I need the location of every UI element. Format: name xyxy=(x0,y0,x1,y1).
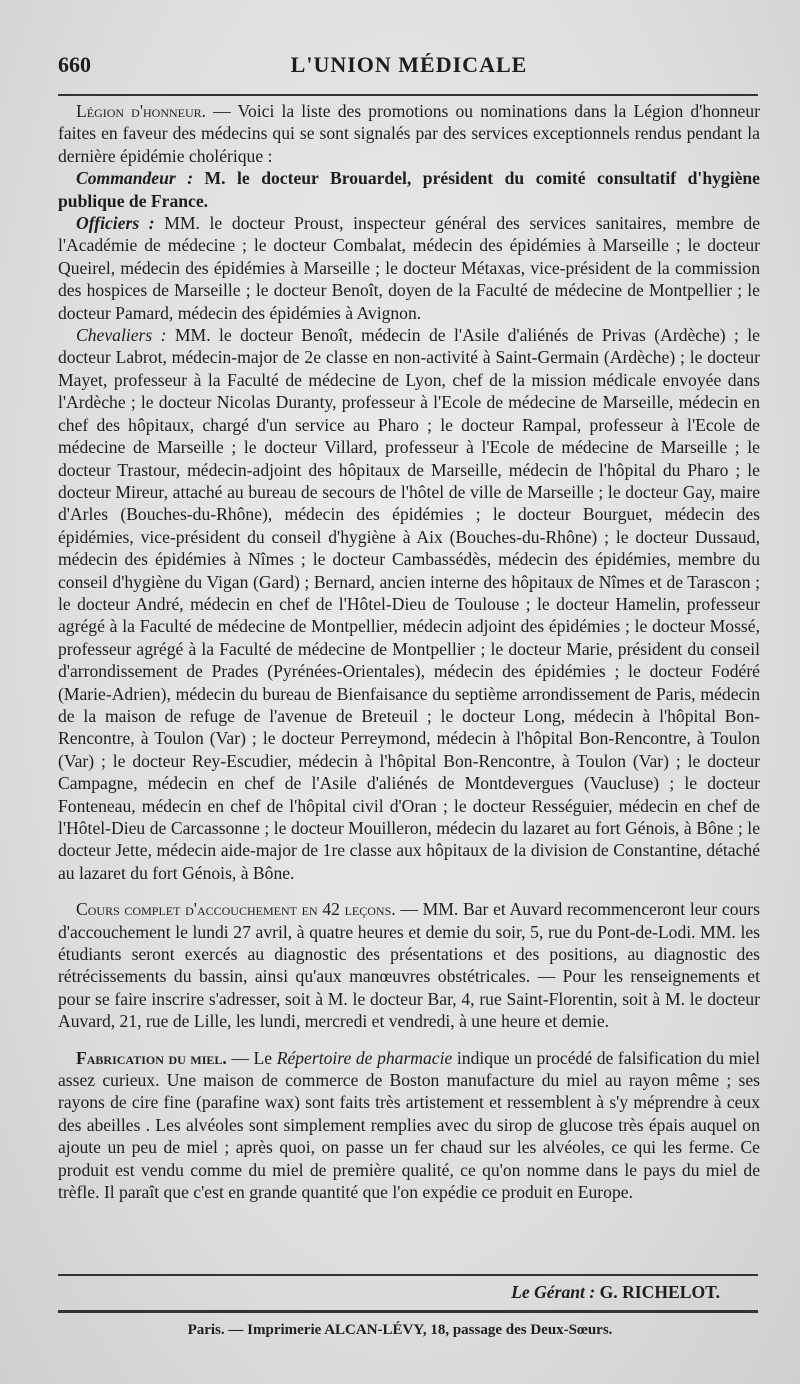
imprint-line: Paris. — Imprimerie ALCAN-LÉVY, 18, passage des Deux-Sœurs. xyxy=(187,1322,613,1338)
article-body xyxy=(58,100,760,1204)
legion-intro: — Voici la liste des promotions ou nominations dans la Légion d'honneur faites en faveur des médecins qui se sont signalés par des services exceptionnels rendus pendant la dernière épidémie cholérique : xyxy=(58,101,760,166)
chevaliers-label: Chevaliers : xyxy=(76,325,167,346)
legion-intro-paragraph xyxy=(58,100,760,167)
fabrication-heading: Fabrication du miel. xyxy=(76,1047,227,1068)
fabrication-text-1: — Le xyxy=(226,1047,277,1068)
section-gap xyxy=(58,884,760,898)
commandeur-text: M. le docteur Brouardel, président du comité consultatif d'hygiène publique de France. xyxy=(58,168,760,211)
page-number: 660 xyxy=(58,52,91,77)
cours-text: — MM. Bar et Auvard recommenceront leur cours d'accouchement le lundi 27 avril, à quatre heures et demie du soir, 5, rue du Pont-de-Lodi. MM. les étudiants seront exercés au diagnostic des présentations et des positions, au diagnostic des rétrécissements du bassin, ainsi qu'aux manœuvres obstétricales. — Pour les renseignements et pour se faire inscrire s'adresser, soit à M. le docteur Bar, 4, rue Saint-Florentin, soit à M. le docteur Auvard, 21, rue de Lille, les lundi, mercredi et vendredi, à une heure et demie. xyxy=(58,899,760,1032)
cours-paragraph xyxy=(58,898,760,1032)
officiers-text: MM. le docteur Proust, inspecteur général des services sanitaires, membre de l'Académie de médecine ; le docteur Combalat, médecin des épidémies à Marseille ; le docteur Queirel, médecin des épidémies à Marseille ; le docteur Métaxas, vice-président de la commission des hospices de Marseille ; le docteur Benoît, doyen de la Faculté de médecine de Montpellier ; le docteur Pamard, médecin des épidémies à Avignon. xyxy=(58,213,760,323)
signature-name: G. RICHELOT. xyxy=(595,1282,720,1302)
page-header xyxy=(58,52,760,82)
fabrication-text-2: indique un procédé de falsification du miel assez curieux. Une maison de commerce de Boston manufacture du miel au rayon même ; ses rayons de cire fine (parafine wax) sont faits très artistement et ressemblent à s'y méprendre à ceux des abeilles . Les alvéoles sont simplement remplies avec du sirop de glucose très épais auquel on ajoute un peu de miel ; après quoi, on passe un fer chaud sur les alvéoles, ce qui les ferme. Ce produit est vendu comme du miel de première qualité, ce qu'on nomme dans le pays du miel de trèfle. Il paraît que c'est en grande quantité que l'on expédie ce produit en Europe. xyxy=(58,1047,760,1203)
chevaliers-paragraph xyxy=(58,324,760,884)
running-title: L'UNION MÉDICALE xyxy=(290,52,528,77)
chevaliers-text: MM. le docteur Benoît, médecin de l'Asile d'aliénés de Privas (Ardèche) ; le docteur Labrot, médecin-major de 2e classe en non-activité à Saint-Germain (Ardèche) ; le docteur Mayet, professeur à la Faculté de médecine de Lyon, chef de la mission médicale envoyée dans l'Ardèche ; le docteur Nicolas Duranty, professeur à l'Ecole de médecine de Marseille, médecin en chef des hôpitaux, chargé d'un service au Pharo ; le docteur Rampal, professeur à l'Ecole de médecine de Marseille ; le docteur Villard, professeur à l'Ecole de médecine de Marseille ; le docteur Trastour, médecin-adjoint des hôpitaux de Marseille, médecin de l'hôpital du Pharo ; le docteur Mireur, attaché au bureau de secours de l'hôtel de ville de Marseille ; le docteur Gay, maire d'Arles (Bouches-du-Rhône), médecin des épidémies ; le docteur Bourguet, médecin des épidémies, vice-président du conseil d'hygiène à Aix (Bouches-du-Rhône) ; le docteur Dussaud, médecin des épidémies à Nîmes ; le docteur Cambassédès, médecin des épidémies, membre du conseil d'hygiène du Vigan (Gard) ; Bernard, ancien interne des hôpitaux de Nîmes et de Tarascon ; le docteur André, médecin en chef de l'Hôtel-Dieu de Toulouse ; le docteur Hamelin, professeur agrégé à la Faculté de médecine de Montpellier, médecin adjoint des épidémies ; le docteur Mossé, professeur agrégé à la Faculté de médecine de Montpellier ; le docteur Marie, président du conseil d'arrondissement de Prades (Pyrénées-Orientales), médecin des épidémies ; le docteur Fodéré (Marie-Adrien), médecin du bureau de Bienfaisance du septième arrondissement de Paris, médecin de la maison de refuge de l'avenue de Breteuil ; le docteur Long, médecin à l'hôpital Bon-Rencontre, à Toulon (Var) ; le docteur Perreymond, médecin à l'hôpital Bon-Rencontre, à Toulon (Var) ; le docteur Rey-Escudier, médecin à l'hôpital Bon-Rencontre, à Toulon (Var) ; le docteur Campagne, médecin en chef de l'Asile d'aliénés de Montdevergues (Vaucluse) ; le docteur Fonteneau, médecin en chef de l'hôpital civil d'Oran ; le docteur Rességuier, médecin en chef de l'Hôtel-Dieu de Carcassonne ; le docteur Mouilleron, médecin du lazaret au fort Génois, à Bône ; le docteur Jette, médecin aide-major de 1re classe aux hôpitaux de la division de Constantine, détaché au lazaret du fort Génois, à Bône. xyxy=(58,325,760,883)
commandeur-label: Commandeur : xyxy=(76,168,194,189)
legion-heading: Légion d'honneur. xyxy=(76,101,207,121)
cours-heading: Cours complet d'accouchement en 42 leçons. xyxy=(76,899,396,920)
header-rule xyxy=(58,94,758,96)
signature-rule xyxy=(58,1274,758,1276)
signature-label: Le Gérant : xyxy=(511,1282,596,1302)
officiers-paragraph xyxy=(58,212,760,324)
commandeur-paragraph xyxy=(58,167,760,212)
fabrication-paragraph xyxy=(58,1047,760,1204)
officiers-label: Officiers : xyxy=(76,213,155,234)
signature xyxy=(58,1282,720,1303)
section-gap xyxy=(58,1033,760,1047)
footer-rule xyxy=(58,1310,758,1313)
fabrication-journal: Répertoire de pharmacie xyxy=(276,1047,453,1068)
